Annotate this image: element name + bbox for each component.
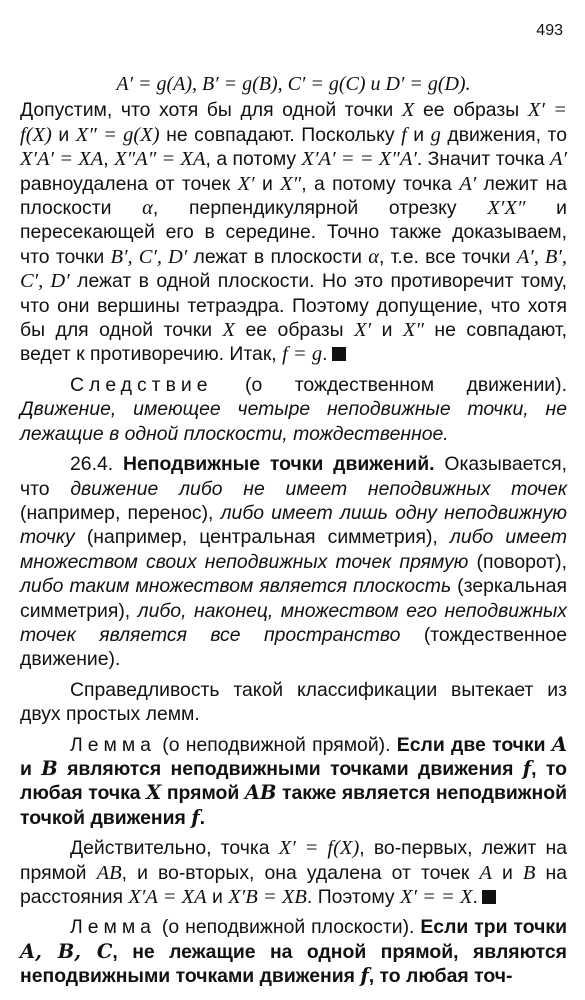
paragraph-proof: Допустим, что хотя бы для одной точки X ее образы X′ = f(X) и X″ = g(X) не совпадают. Поскольку f и g движения, то X′A′ = XA, X″A″ = XA, а потому X′A′ = = X″A′. Значит точка A′ равноудалена от точек X′ и X″, а потому точка A′ лежит на плоскости α, перпендикулярной отрезку X′X″ и пересекающей его в середине. Точно также доказываем, что точки B′, C′, D′ лежат в плоскости α, т.е. все точки A′, B′, C′, D′ лежат в одной плоскости. Но это противоречит тому, что они вершины тетраэдра. Поэтому допущение, что хотя бы для одной точки X ее образы X′ и X″ не совпадают, ведет к противоречию. Итак, f = g. [20,99,568,366]
paragraph-classification: Справедливость такой классификации вытекает из двух простых лемм. [20,678,567,726]
paragraph-lemma-plane: Лемма (о неподвижной плоскости). Если три точки A, B, C, не лежащие на одной прямой, являются неподвижными точками движения f, то любая точ- [20,916,567,988]
paragraph-corollary: Следствие (о тождественном движении). Движение, имеющее четыре неподвижные точки, не лежащие в одной плоскости, тождественное. [20,373,567,445]
qed-square-icon [332,347,346,361]
paragraph-fixed-points: 26.4. Неподвижные точки движений. Оказывается, что движение либо не имеет неподвижных точек (например, перенос), либо имеет лишь одну неподвижную точку (например, центральная симметрия), либо имеет множеством своих неподвижных точек прямую (поворот), либо таким множеством является плоскость (зеркальная симметрия), либо, наконец, множеством его неподвижных точек является все пространство (тождественное движение). [20,453,568,671]
page-number: 493 [536,22,563,39]
formula-line: A′ = g(A), B′ = g(B), C′ = g(C) и D′ = g(D). [116,73,471,95]
qed-square-icon [482,890,496,904]
page-text [20,72,567,989]
paragraph-lemma-line: Лемма (о неподвижной прямой). Если две точки A и B являются неподвижными точками движения f, то любая точка X прямой AB также является неподвижной точкой движения f. [20,732,568,829]
paragraph-lemma-proof: Действительно, точка X′ = f(X), во-первых, лежит на прямой AB, и во-вторых, она удалена от точек A и B на расстояния X′A = XA и X′B = XB. Поэтому X′ = = X. [20,837,567,908]
